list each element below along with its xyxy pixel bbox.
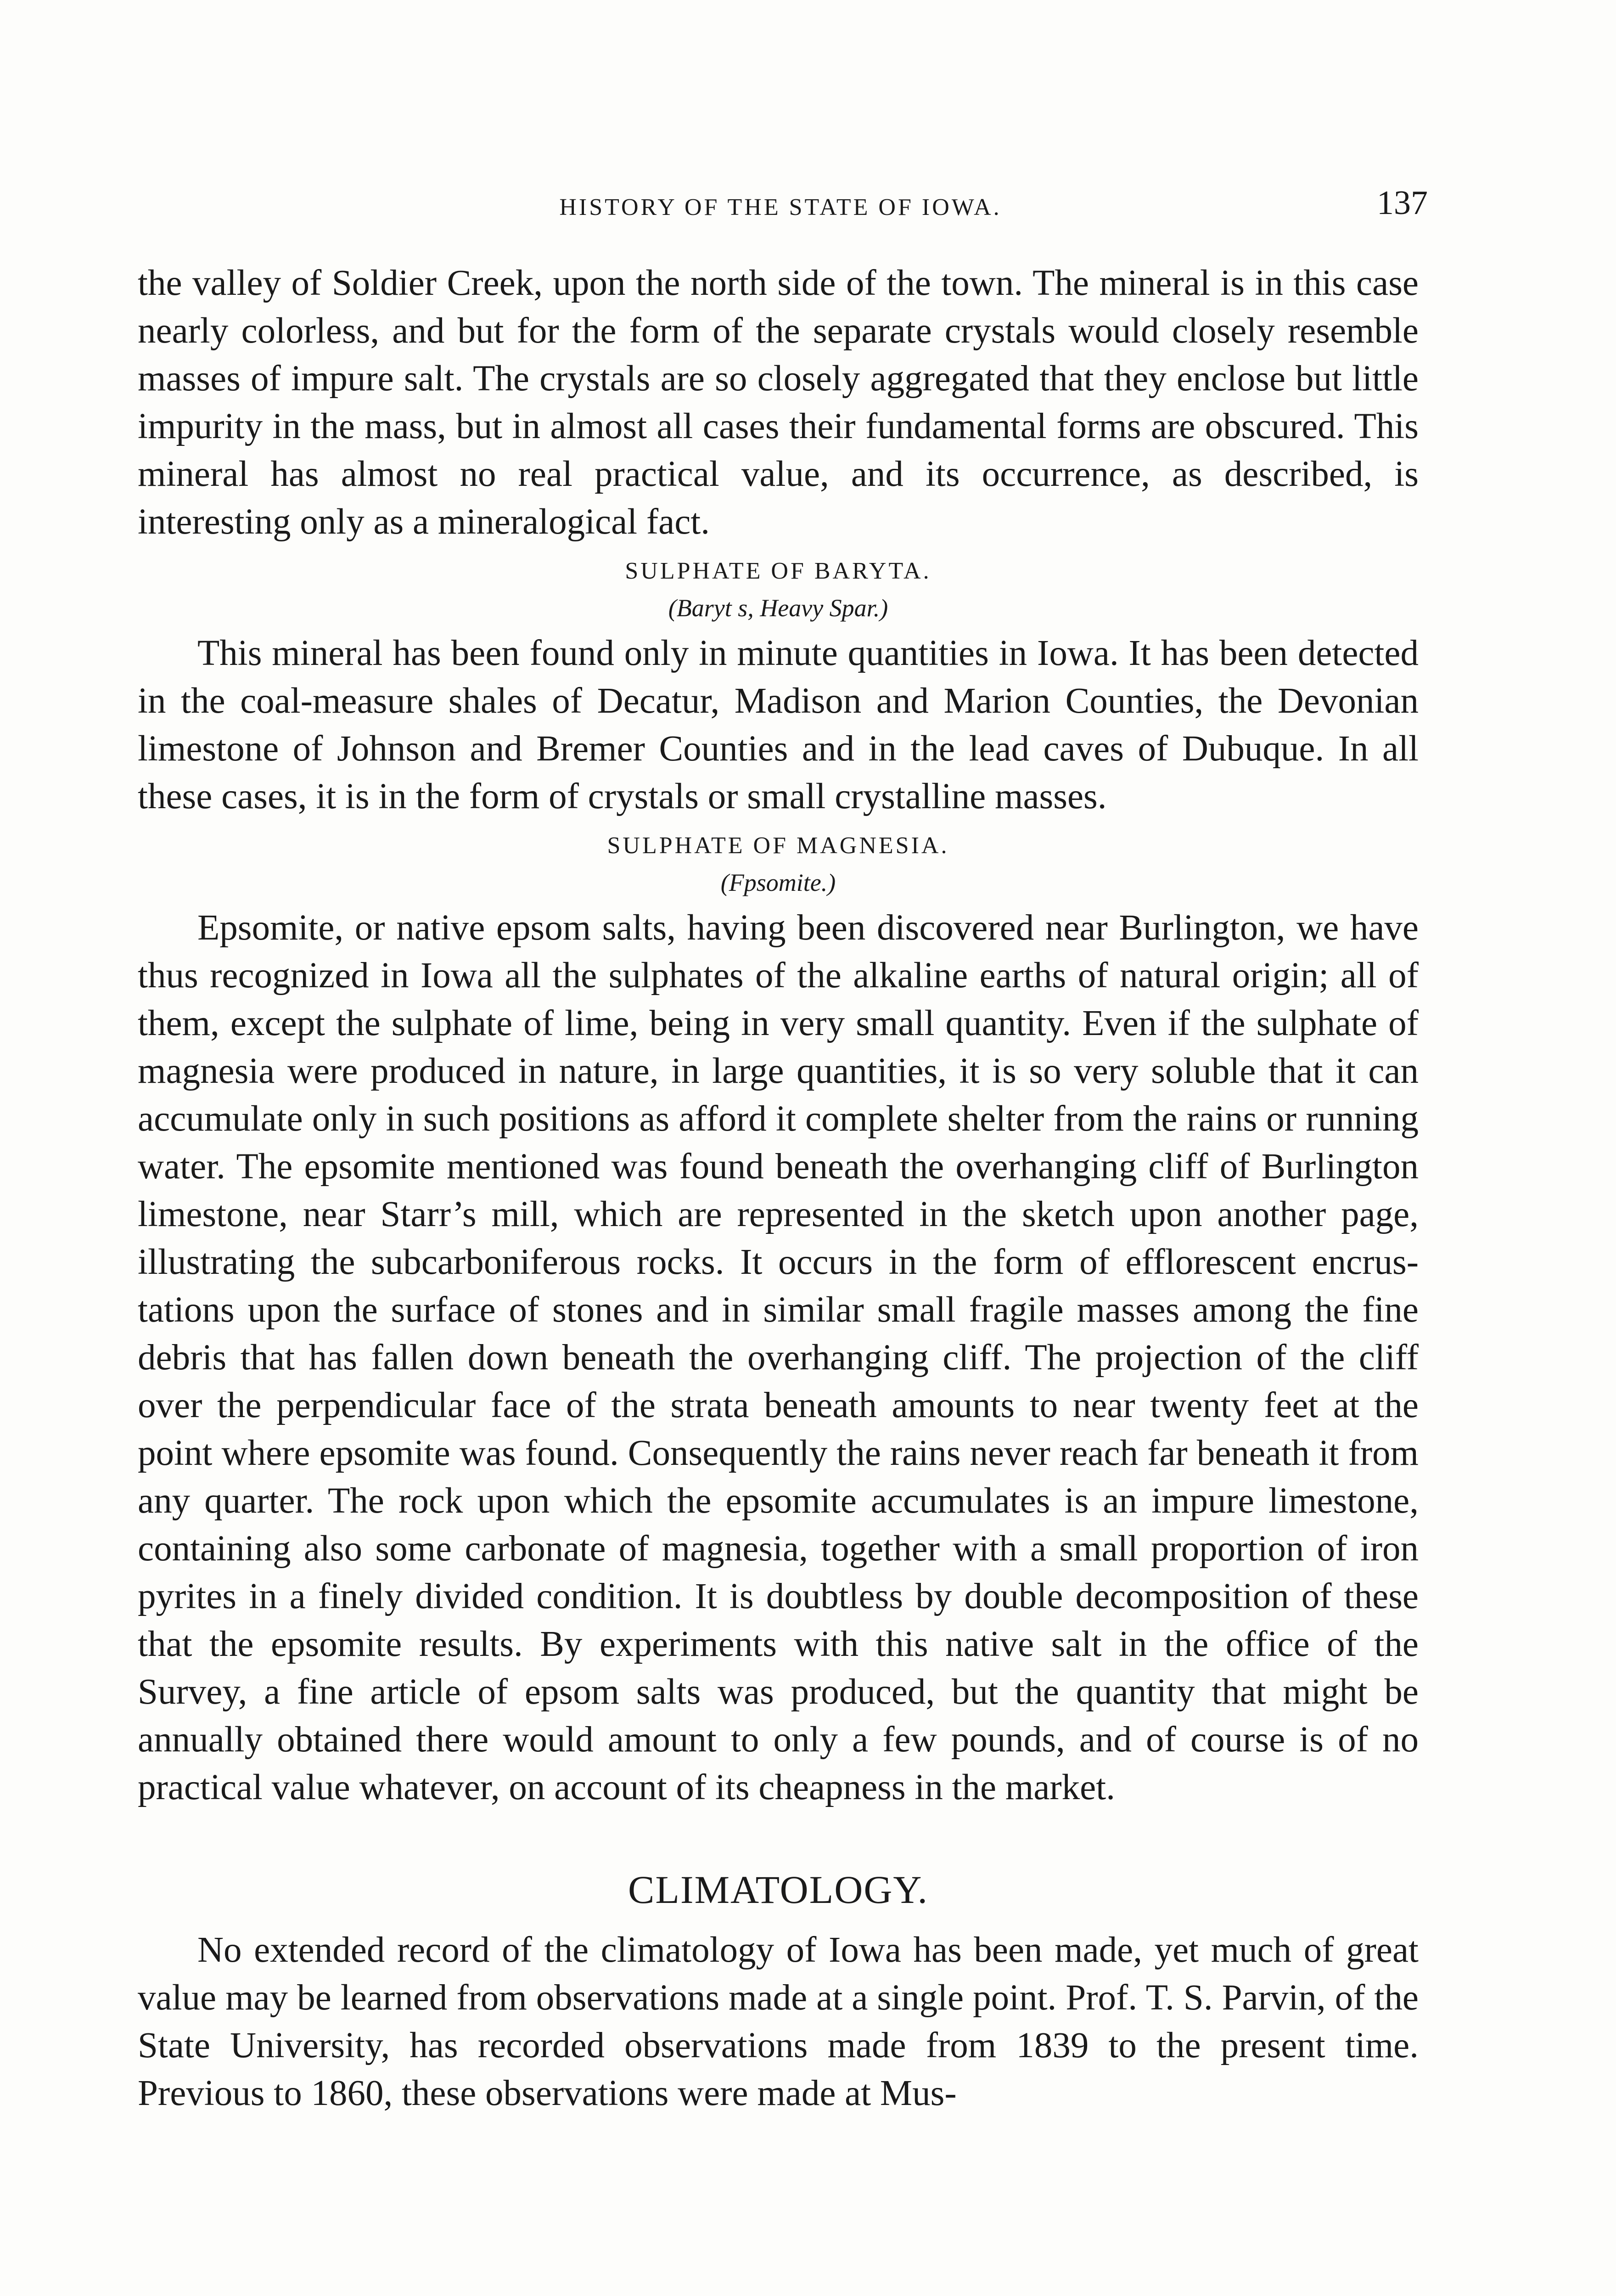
body-text <box>138 259 1419 2117</box>
section-title-baryta: SULPHATE OF BARYTA. <box>625 558 931 584</box>
climatology-paragraph: No extended record of the climatology of Iowa has been made, yet much of great value may be learned from observations made at a single point. Prof. T. S. Parvin, of the State University, has recorded observations made from 1839 to the present time. Previous to 1860, these observations were made at Mus- <box>138 1930 1419 2113</box>
section-subtitle-magnesia: (Fpsomite.) <box>720 869 836 896</box>
baryta-paragraph: This mineral has been found only in minute quantities in Iowa. It has been detected in the coal-measure shales of Decatur, Madison and Marion Counties, the Devonian limestone of Johnson and Bremer Counties and in the lead caves of Dubuque. In all these cases, it is in the form of crystals or small crystalline masses. <box>138 633 1419 816</box>
running-head <box>138 184 1428 230</box>
page-number: 137 <box>1377 184 1428 222</box>
section-title-magnesia: SULPHATE OF MAGNESIA. <box>607 833 949 859</box>
section-subtitle-baryta: (Baryt s, Heavy Spar.) <box>668 594 888 622</box>
magnesia-paragraph: Epsomite, or native epsom salts, having been discovered near Burlington, we have thus recognized in Iowa all the sulphates of the alkaline earths of natural origin; all of them, except the sulphate of lime, being in very small quantity. Even if the sulphate of magnesia were produced in nature, in large quantities, it is so very soluble that it can accumulate only in such positions as afford it complete shelter from the rains or running water. The epsomite mentioned was found beneath the overhanging cliff of Burlington limestone, near Starr’s mill, which are represented in the sketch upon another page, illustrating the subcarboniferous rocks. It occurs in the form of efflorescent encrustations upon the surface of stones and in similar small fragile masses among the fine debris that has fallen down beneath the overhanging cliff. The projection of the cliff over the perpendicular face of the strata beneath amounts to near twenty feet at the point where epsomite was found. Consequently the rains never reach far beneath it from any quarter. The rock upon which the epsomite accumulates is an impure limestone, containing also some carbonate of magnesia, together with a small proportion of iron pyrites in a finely divided condition. It is doubtless by double decomposition of these that the epsomite results. By experiments with this native salt in the office of the Survey, a fine article of epsom salts was produced, but the quantity that might be annually obtained there would amount to only a few pounds, and of course is of no practical value whatever, on account of its cheapness in the market. <box>138 908 1419 1807</box>
running-title: HISTORY OF THE STATE OF IOWA. <box>559 194 1002 220</box>
intro-paragraph: the valley of Soldier Creek, upon the north side of the town. The mineral is in this case nearly colorless, and but for the form of the separate crystals would closely resemble masses of impure salt. The crystals are so closely aggregated that they enclose but little impurity in the mass, but in almost all cases their fundamental forms are obscured. This mineral has almost no real practical value, and its occurrence, as described, is interesting only as a mineralogical fact. <box>138 263 1419 542</box>
chapter-heading: CLIMATOLOGY. <box>628 1868 928 1912</box>
